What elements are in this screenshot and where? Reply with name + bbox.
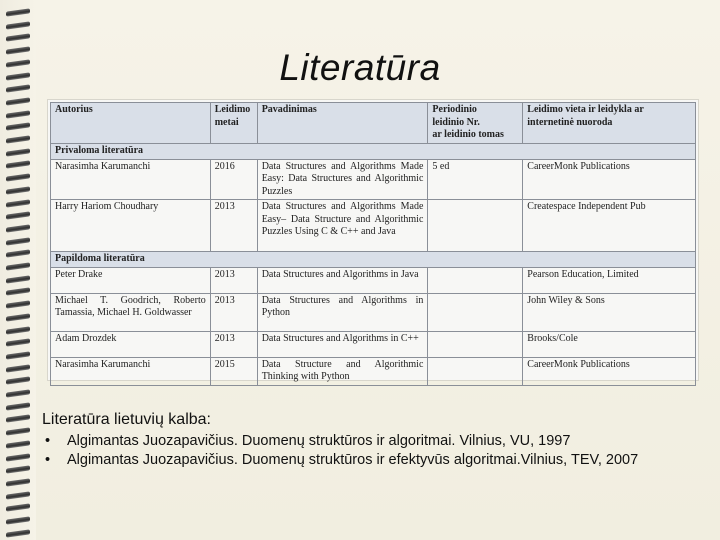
- cell-year: 2013: [210, 331, 257, 357]
- spiral-ring: [6, 491, 30, 499]
- table-row: [51, 200, 696, 252]
- cell-year: 2015: [210, 357, 257, 385]
- cell-periodic: [428, 200, 523, 252]
- spiral-ring: [6, 250, 30, 258]
- spiral-ring: [6, 148, 30, 156]
- cell-place: Pearson Education, Limited: [523, 267, 696, 293]
- spiral-ring: [6, 135, 30, 143]
- spiral-ring: [6, 237, 30, 245]
- header-year: Leidimo metai: [210, 103, 257, 144]
- spiral-ring: [6, 275, 30, 283]
- table-row: [51, 293, 696, 331]
- spiral-ring: [6, 466, 30, 474]
- section-label: Papildoma literatūra: [51, 252, 696, 268]
- cell-year: 2013: [210, 200, 257, 252]
- cell-title: Data Structure and Algorithmic Thinking with Python: [257, 357, 428, 385]
- spiral-ring: [6, 97, 30, 105]
- cell-periodic: [428, 267, 523, 293]
- spiral-ring: [6, 21, 30, 29]
- literature-table: [50, 102, 696, 386]
- literature-table-image: [48, 100, 698, 380]
- spiral-ring: [6, 364, 30, 372]
- lithuanian-literature-heading: Literatūra lietuvių kalba:: [42, 411, 211, 428]
- cell-periodic: [428, 293, 523, 331]
- spiral-ring: [6, 110, 30, 118]
- spiral-ring: [6, 377, 30, 385]
- section-row-additional: [51, 252, 696, 268]
- cell-author: Narasimha Karumanchi: [51, 357, 211, 385]
- spiral-ring: [6, 173, 30, 181]
- cell-author: Adam Drozdek: [51, 331, 211, 357]
- section-row-required: [51, 144, 696, 160]
- spiral-ring: [6, 199, 30, 207]
- slide-title: Literatūra: [279, 47, 441, 88]
- cell-year: 2013: [210, 293, 257, 331]
- cell-author: Michael T. Goodrich, Roberto Tamassia, Michael H. Goldwasser: [51, 293, 211, 331]
- spiral-ring: [6, 529, 30, 537]
- spiral-ring: [6, 440, 30, 448]
- cell-author: Peter Drake: [51, 267, 211, 293]
- spiral-ring: [6, 453, 30, 461]
- table-row: [51, 267, 696, 293]
- table-row: [51, 159, 696, 200]
- spiral-ring: [6, 478, 30, 486]
- header-title: Pavadinimas: [257, 103, 428, 144]
- spiral-ring: [6, 427, 30, 435]
- cell-author: Harry Hariom Choudhary: [51, 200, 211, 252]
- bullet-icon: •: [45, 452, 51, 468]
- header-periodic: Periodinio leidinio Nr. ar leidinio tomas: [428, 103, 523, 144]
- cell-year: 2013: [210, 267, 257, 293]
- bullet-icon: •: [45, 433, 51, 449]
- header-author: Autorius: [51, 103, 211, 144]
- table-row: [51, 331, 696, 357]
- cell-periodic: [428, 331, 523, 357]
- header-place: Leidimo vieta ir leidykla ar internetinė nuoroda: [523, 103, 696, 144]
- spiral-ring: [6, 300, 30, 308]
- cell-title: Data Structures and Algorithms in Python: [257, 293, 428, 331]
- section-label: Privaloma literatūra: [51, 144, 696, 160]
- cell-author: Narasimha Karumanchi: [51, 159, 211, 200]
- spiral-ring: [6, 504, 30, 512]
- cell-periodic: [428, 357, 523, 385]
- cell-place: John Wiley & Sons: [523, 293, 696, 331]
- cell-place: CareerMonk Publications: [523, 357, 696, 385]
- spiral-ring: [6, 326, 30, 334]
- cell-place: Createspace Independent Pub: [523, 200, 696, 252]
- spiral-ring: [6, 161, 30, 169]
- spiral-ring: [6, 8, 30, 16]
- cell-title: Data Structures and Algorithms in Java: [257, 267, 428, 293]
- cell-place: CareerMonk Publications: [523, 159, 696, 200]
- spiral-ring: [6, 224, 30, 232]
- reference-text: Algimantas Juozapavičius. Duomenų struktūros ir algoritmai. Vilnius, VU, 1997: [67, 433, 571, 449]
- spiral-ring: [6, 34, 30, 42]
- spiral-ring: [6, 186, 30, 194]
- spiral-ring: [6, 212, 30, 220]
- spiral-ring: [6, 339, 30, 347]
- spiral-ring: [6, 516, 30, 524]
- spiral-ring: [6, 262, 30, 270]
- spiral-ring: [6, 288, 30, 296]
- spiral-ring: [6, 313, 30, 321]
- spiral-ring: [6, 402, 30, 410]
- reference-text: Algimantas Juozapavičius. Duomenų struktūros ir efektyvūs algoritmai.Vilnius, TEV, 2007: [67, 452, 639, 468]
- cell-year: 2016: [210, 159, 257, 200]
- cell-place: Brooks/Cole: [523, 331, 696, 357]
- cell-title: Data Structures and Algorithms Made Easy: Data Structures and Algorithmic Puzzles: [257, 159, 428, 200]
- cell-title: Data Structures and Algorithms in C++: [257, 331, 428, 357]
- table-header-row: [51, 103, 696, 144]
- cell-periodic: 5 ed: [428, 159, 523, 200]
- spiral-ring: [6, 389, 30, 397]
- cell-title: Data Structures and Algorithms Made Easy– Data Structure and Algorithmic Puzzles Using C & C++ and Java: [257, 200, 428, 252]
- spiral-ring: [6, 351, 30, 359]
- table-row: [51, 357, 696, 385]
- spiral-ring: [6, 123, 30, 131]
- spiral-ring: [6, 415, 30, 423]
